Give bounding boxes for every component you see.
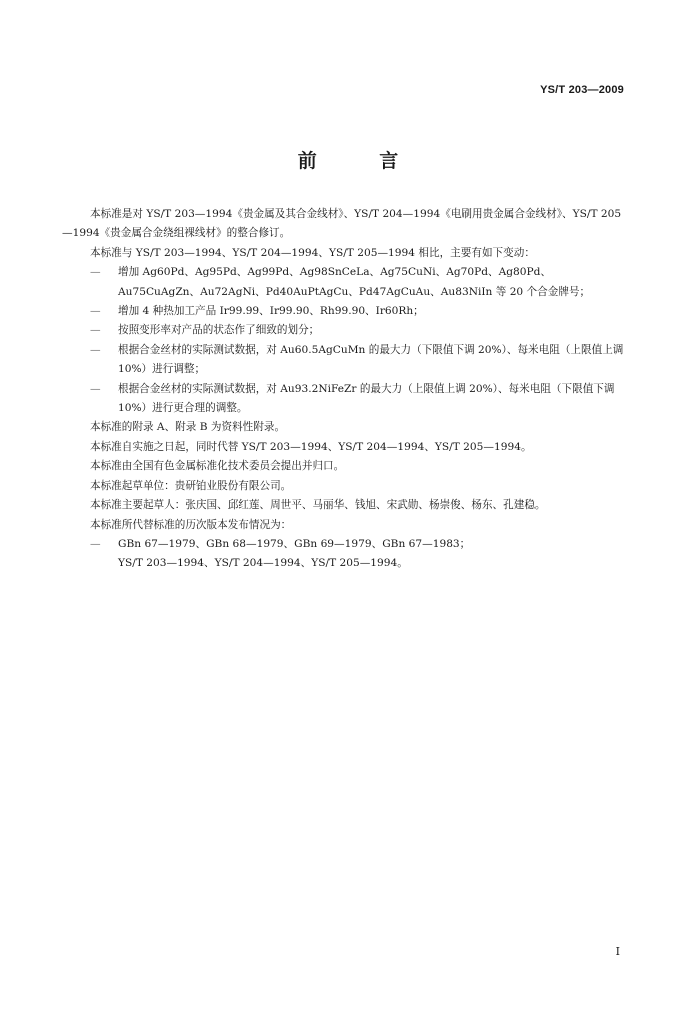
standard-code: YS/T 203—2009 — [540, 84, 624, 96]
paragraph-annex: 本标准的附录 A、附录 B 为资料性附录。 — [90, 421, 286, 434]
list-item-continuation: YS/T 203—1994、YS/T 204—1994、YS/T 205—1994。 — [118, 557, 408, 570]
paragraph-proposer: 本标准由全国有色金属标准化技术委员会提出并归口。 — [90, 460, 345, 473]
paragraph-history-intro: 本标准所代替标准的历次版本发布情况为： — [90, 518, 292, 531]
foreword-body — [62, 205, 630, 574]
page-number: I — [615, 945, 620, 958]
dash-marker: — — [90, 382, 101, 395]
list-item — [62, 535, 630, 554]
list-item-text: 按照变形率对产品的状态作了细致的划分； — [118, 324, 320, 337]
paragraph-drafters: 本标准主要起草人：张庆国、邱红莲、周世平、马丽华、钱旭、宋武勋、杨崇俊、杨东、孔建稳。 — [90, 499, 546, 512]
list-item-text: 增加 4 种热加工产品 Ir99.99、Ir99.90、Rh99.90、Ir60Rh； — [118, 305, 424, 318]
paragraph-changes-intro: 本标准与 YS/T 203—1994、YS/T 204—1994、YS/T 205—1994 相比，主要有如下变动： — [90, 246, 535, 259]
page-title: 前 言 — [297, 150, 427, 172]
dash-marker: — — [90, 305, 101, 318]
list-item-text: 根据合金丝材的实际测试数据，对 Au93.2NiFeZr 的最大力（上限值上调 20%）、每米电阻（下限值下调 10%）进行更合理的调整。 — [118, 382, 615, 415]
dash-marker: — — [90, 343, 101, 356]
dash-marker: — — [90, 324, 101, 337]
list-item — [62, 263, 630, 302]
list-item — [62, 321, 630, 340]
dash-marker: — — [90, 266, 101, 279]
list-item-text: 根据合金丝材的实际测试数据，对 Au60.5AgCuMn 的最大力（下限值下调 20%）、每米电阻（上限值上调 10%）进行调整； — [118, 343, 624, 376]
paragraph-drafting-unit: 本标准起草单位：贵研铂业股份有限公司。 — [90, 479, 292, 492]
list-item — [62, 380, 630, 419]
list-item — [62, 302, 630, 321]
paragraph-intro: 本标准是对 YS/T 203—1994《贵金属及其合金线材》、YS/T 204—1994《电刷用贵金属合金线材》、YS/T 205—1994《贵金属合金绕组裸线材》的整合修订。 — [62, 208, 622, 240]
list-item-text: GBn 67—1979、GBn 68—1979、GBn 69—1979、GBn 67—1983； — [118, 537, 471, 550]
list-item — [62, 341, 630, 380]
paragraph-replacement: 本标准自实施之日起，同时代替 YS/T 203—1994、YS/T 204—1994、YS/T 205—1994。 — [90, 440, 532, 453]
list-item-text: 增加 Ag60Pd、Ag95Pd、Ag99Pd、Ag98SnCeLa、Ag75CuNi、Ag70Pd、Ag80Pd、Au75CuAgZn、Au72AgNi、Pd40AuPtAgCu、Pd47AgCuAu、Au83NiIn 等 20 个合金牌号； — [118, 266, 591, 298]
dash-marker: — — [90, 537, 101, 550]
